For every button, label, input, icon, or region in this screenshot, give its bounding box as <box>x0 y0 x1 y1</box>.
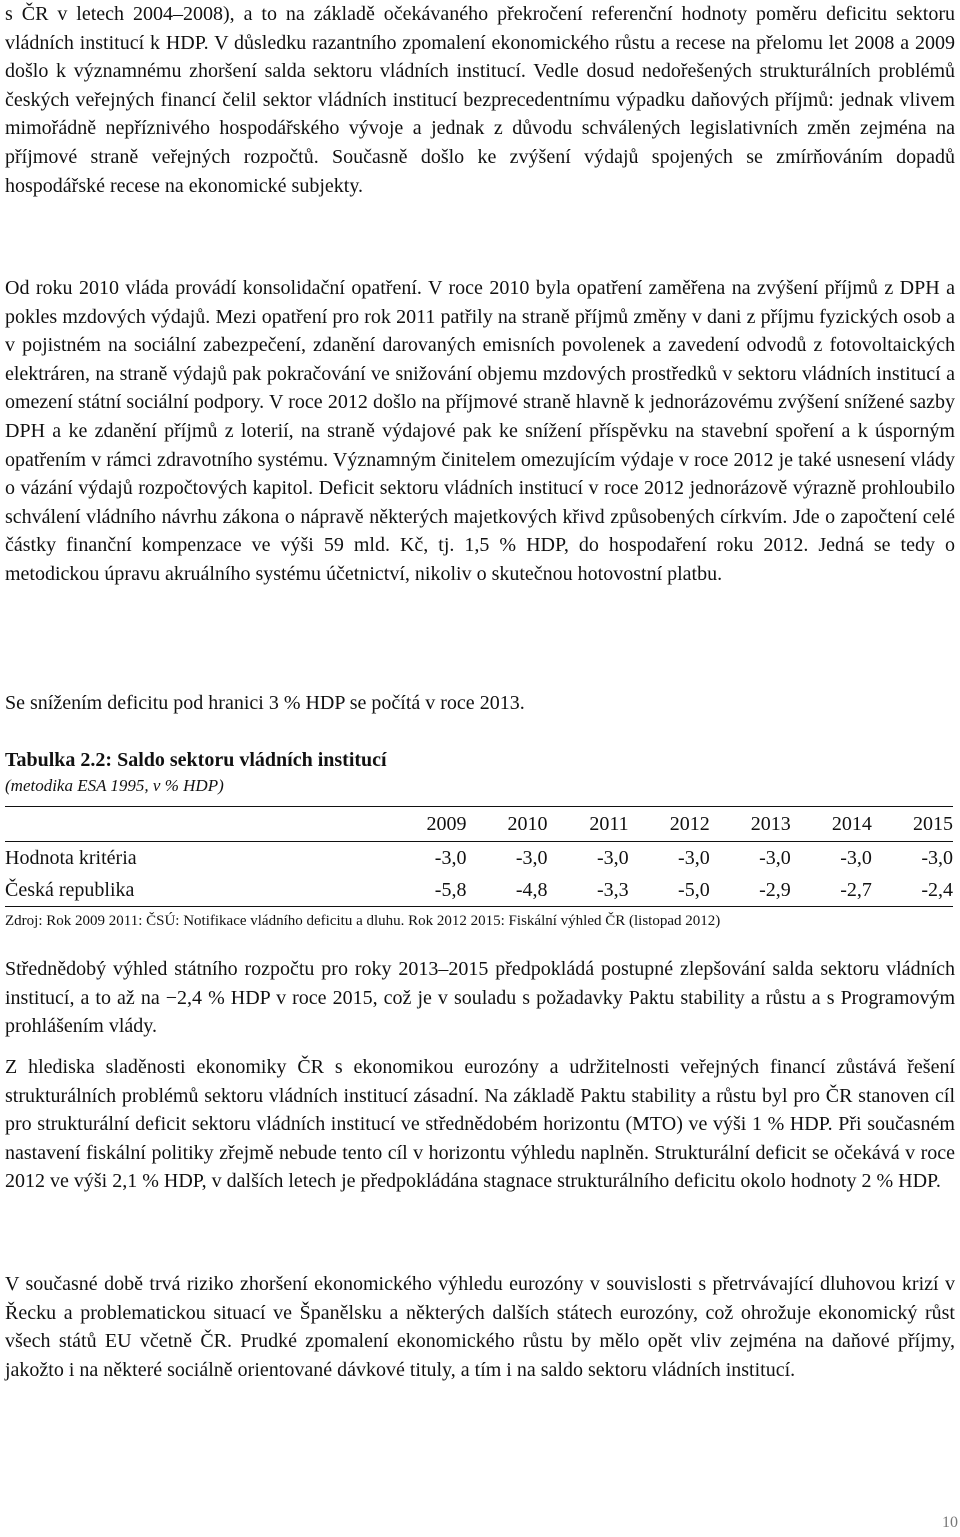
table-header-year: 2009 <box>385 807 466 842</box>
table-cell: -2,4 <box>872 874 953 907</box>
table-cell: -3,0 <box>678 846 710 869</box>
table-title: Tabulka 2.2: Saldo sektoru vládních institucí <box>5 749 387 771</box>
table-header-year: 2011 <box>548 807 629 842</box>
table-subtitle: (metodika ESA 1995, v % HDP) <box>5 776 224 795</box>
balance-table <box>5 806 953 907</box>
table-header-row <box>5 807 953 842</box>
paragraph-eurozone-risk: V současné době trvá riziko zhoršení ekonomického výhledu eurozóny v souvislosti s přetrvávající dluhovou krizí v Řecku a problematickou situací ve Španělsku a některých dalších státech eurozóny, což ohrožuje ekonomický růst všech států EU včetně ČR. Prudké zpomalení ekonomického růstu by mělo opět vliv zejména na daňové příjmy, jakožto i na některé sociálně orientované dávkové tituly, a tím i na saldo sektoru vládních institucí. <box>5 1273 955 1381</box>
paragraph-consolidation-measures: Od roku 2010 vláda provádí konsolidační opatření. V roce 2010 byla opatření zaměřena na zvýšení příjmů z DPH a pokles mzdových výdajů. Mezi opatření pro rok 2011 patřily na straně příjmů změny v dani z příjmu fyzických osob a v pojistném na sociální zabezpečení, zdanění darovaných emisních povolenek a zavedení odvodů z fotovoltaických elektráren, na straně výdajů pak pokračování ve snižování objemu mzdových prostředků v sektoru vládních institucí a omezení státní sociální podpory. V roce 2012 došlo na příjmové straně hlavně k jednorázovému zvýšení snížené sazby DPH a ke zdanění příjmů z loterií, na straně výdajové pak ke snížení příspěvku na stavební spoření a k úsporným opatřením v rámci zdravotního systému. Významným činitelem omezujícím výdaje v roce 2012 je také usnesení vlády o vázání výdajů rozpočtových kapitol. Deficit sektoru vládních institucí v roce 2012 jednorázově výrazně prohloubilo schválení vládního návrhu zákona o nápravě některých majetkových křivd způsobených církvím. Jde o započtení celé částky finanční kompenzace ve výši 59 mld. Kč, tj. 1,5 % HDP, do hospodaření roku 2012. Jedná se tedy o metodickou úpravu akruálního systému účetnictví, nikoliv o skutečnou hotovostní platbu. <box>5 277 955 585</box>
page-number: 10 <box>942 1514 958 1531</box>
table-cell: -2,9 <box>710 874 791 907</box>
table-header-year: 2014 <box>791 807 872 842</box>
paragraph-fiscal-deterioration: s ČR v letech 2004–2008), a to na základě očekávaného překročení referenční hodnoty poměru deficitu sektoru vládních institucí k HDP. V důsledku razantního zpomalení ekonomického růstu a recese na přelomu let 2008 a 2009 došlo k významnému zhoršení salda sektoru vládních institucí. Vedle dosud nedořešených strukturálních problémů českých veřejných financí čelil sektor vládních institucí bezprecedentnímu výpadku daňových příjmů: jednak vlivem mimořádně nepříznivého hospodářského vývoje a jednak z důvodu schválených legislativních změn zejména na příjmové straně veřejných rozpočtů. Současně došlo ke zvýšení výdajů spojených se zmírňováním dopadů hospodářské recese na ekonomické subjekty. <box>5 3 955 197</box>
paragraph-budget-outlook: Střednědobý výhled státního rozpočtu pro roky 2013–2015 předpokládá postupné zlepšování salda sektoru vládních institucí, a to až na −2,4 % HDP v roce 2015, což je v souladu s požadavky Paktu stability a růstu a s Programovým prohlášením vlády. <box>5 958 955 1038</box>
table-row <box>5 874 953 907</box>
row-label: Česká republika <box>5 874 385 907</box>
table-cell: -3,0 <box>515 846 548 869</box>
table-header-label <box>5 807 385 842</box>
table-cell: -3,0 <box>434 846 467 869</box>
paragraph-deficit-target-2013: Se snížením deficitu pod hranici 3 % HDP se počítá v roce 2013. <box>5 692 525 714</box>
table-source-note: Zdroj: Rok 2009 2011: ČSÚ: Notifikace vládního deficitu a dluhu. Rok 2012 2015: Fiskální výhled ČR (listopad 2012) <box>5 913 721 929</box>
table-header-year: 2013 <box>710 807 791 842</box>
table-cell: -4,8 <box>466 874 547 907</box>
row-label: Hodnota kritéria <box>5 846 137 869</box>
table-row <box>5 842 953 875</box>
table-cell: -2,7 <box>791 874 872 907</box>
table-cell: -3,3 <box>548 874 629 907</box>
table-cell: -3,0 <box>759 846 791 869</box>
table-header-year: 2012 <box>629 807 710 842</box>
paragraph-structural-deficit: Z hlediska sladěnosti ekonomiky ČR s ekonomikou eurozóny a udržitelnosti veřejných financí zůstává řešení strukturálních problémů sektoru vládních institucí zásadní. Na základě Paktu stability a růstu byl pro ČR stanoven cíl pro strukturální deficit sektoru vládních institucí ve střednědobém horizontu (MTO) ve výši 1 % HDP. Při současném nastavení fiskální politiky zřejmě nebude tento cíl v horizontu výhledu naplněn. Strukturální deficit se očekává v roce 2012 ve výši 2,1 % HDP, v dalších letech je předpokládána stagnace strukturálního deficitu okolo hodnoty 2 % HDP. <box>5 1056 955 1193</box>
table-cell: -3,0 <box>840 846 872 869</box>
table-header-year: 2015 <box>872 807 953 842</box>
table-cell: -3,0 <box>596 846 629 869</box>
table-cell: -3,0 <box>921 846 953 869</box>
table-cell: -5,8 <box>385 874 466 907</box>
table-cell: -5,0 <box>629 874 710 907</box>
table-header-year: 2010 <box>466 807 547 842</box>
